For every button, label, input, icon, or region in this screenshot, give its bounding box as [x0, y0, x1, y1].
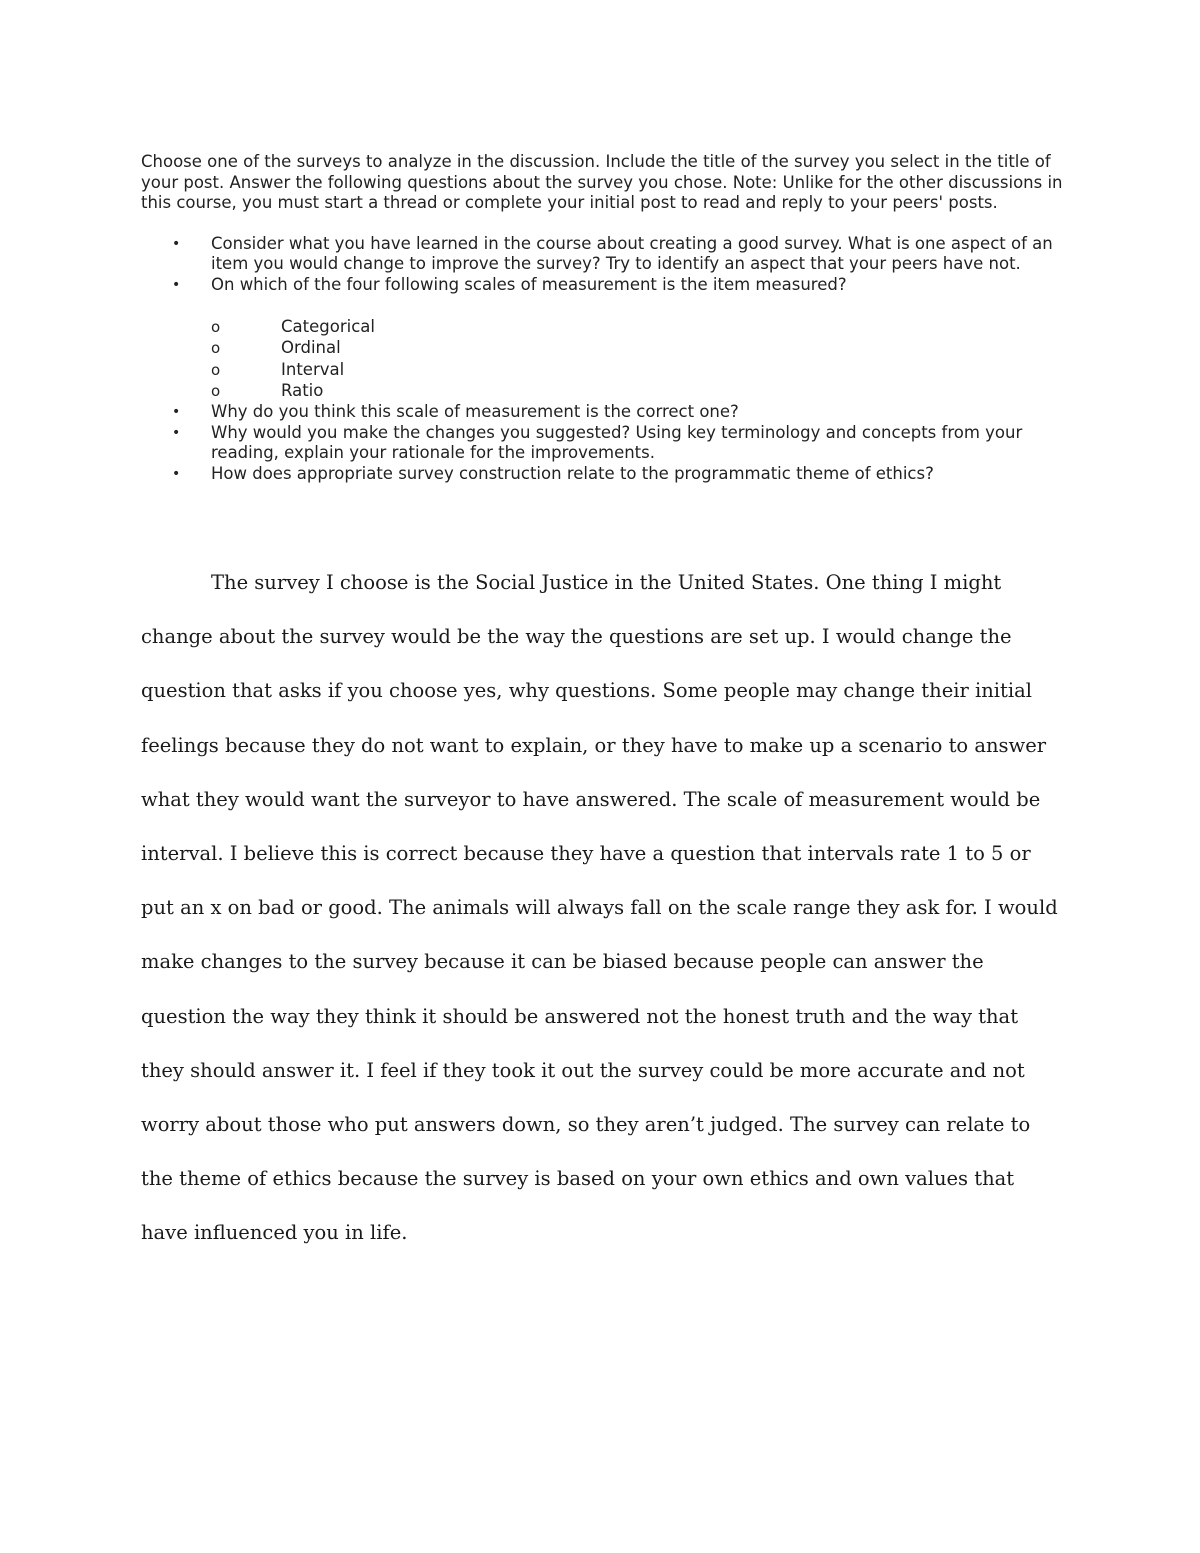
scale-option: Ratio	[281, 381, 324, 401]
scale-option: Interval	[281, 359, 345, 379]
circle-bullet-icon: o	[211, 382, 221, 401]
list-item	[141, 275, 1071, 402]
prompt-question-list	[141, 234, 1071, 485]
circle-bullet-icon: o	[211, 360, 221, 379]
bullet-icon: •	[172, 424, 181, 441]
list-item	[211, 359, 1071, 381]
answer-paragraph: The survey I choose is the Social Justice in the United States. One thing I might change about the survey would be the way the questions are set up. I would change the question that asks if you choose yes, why questions. Some people may change their initial feelings because they do not want to explain, or they have to make up a scenario to answer what they would want the surveyor to have answered. The scale of measurement would be interval. I believe this is correct because they have a question that intervals rate 1 to 5 or put an x on bad or good. The animals will always fall on the scale range they ask for. I would make changes to the survey because it can be biased because people can answer the question the way they think it should be answered not the honest truth and the way that they should answer it. I feel if they took it out the survey could be more accurate and not worry about those who put answers down, so they aren’t judged. The survey can relate to the theme of ethics because the survey is based on your own ethics and own values that have influenced you in life.	[141, 571, 1058, 1245]
scale-options-list	[211, 316, 1071, 402]
list-item	[141, 464, 1071, 485]
list-item	[211, 316, 1071, 338]
bullet-icon: •	[172, 465, 181, 482]
circle-bullet-icon: o	[211, 317, 221, 336]
question-text: On which of the four following scales of measurement is the item measured?	[211, 274, 847, 294]
question-text: Why would you make the changes you suggested? Using key terminology and concepts from your reading, explain your rationale for the improvements.	[211, 422, 1023, 463]
question-text: Consider what you have learned in the course about creating a good survey. What is one aspect of an item you would change to improve the survey? Try to identify an aspect that your peers have not.	[211, 233, 1053, 274]
list-item	[211, 337, 1071, 359]
question-text: How does appropriate survey construction relate to the programmatic theme of ethics?	[211, 463, 934, 483]
discussion-prompt	[141, 152, 1071, 484]
bullet-icon: •	[172, 276, 181, 293]
prompt-intro: Choose one of the surveys to analyze in the discussion. Include the title of the survey you select in the title of your post. Answer the following questions about the survey you chose. Note: Unlike for the other discussions in this course, you must start a thread or complete your initial post to read and reply to your peers' posts.	[141, 152, 1063, 213]
scale-option: Ordinal	[281, 338, 341, 358]
circle-bullet-icon: o	[211, 339, 221, 358]
list-item	[141, 423, 1071, 464]
list-item	[141, 402, 1071, 423]
bullet-icon: •	[172, 235, 181, 252]
scale-option: Categorical	[281, 316, 375, 336]
list-item	[211, 380, 1071, 402]
question-text: Why do you think this scale of measurement is the correct one?	[211, 401, 739, 421]
bullet-icon: •	[172, 403, 181, 420]
list-item	[141, 234, 1071, 275]
